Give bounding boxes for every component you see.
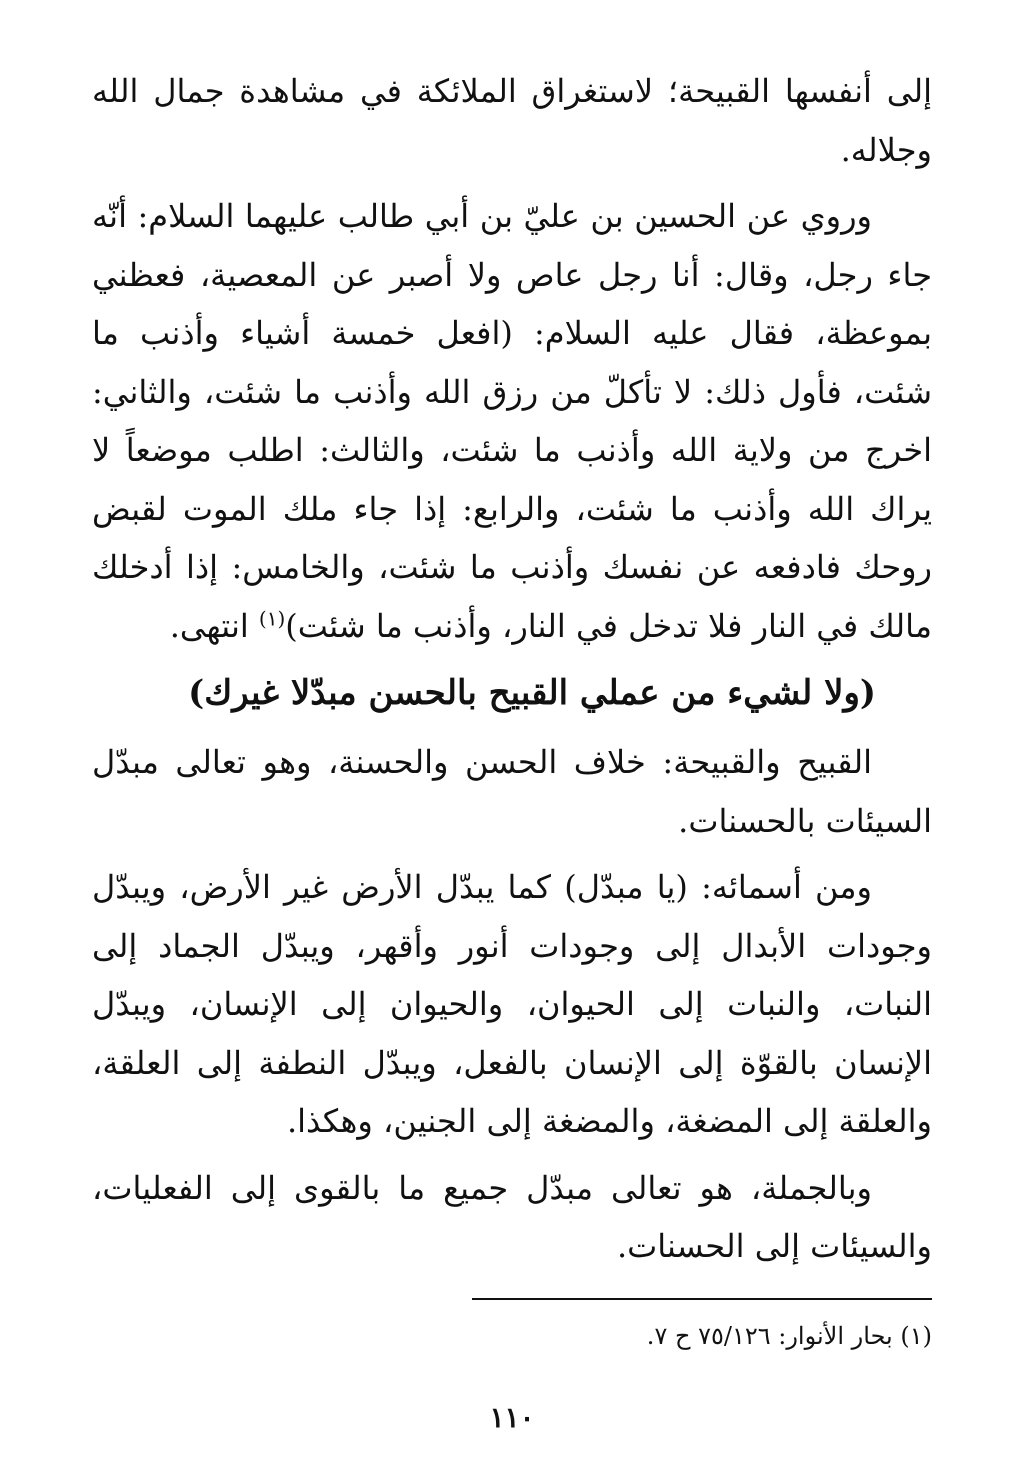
- paragraph-names: ومن أسمائه: (يا مبدّل) كما يبدّل الأرض غير الأرض، ويبدّل وجودات الأبدال إلى وجودات أنور وأقهر، ويبدّل الجماد إلى النبات، والنبات إلى الحيوان، والحيوان إلى الإنسان، ويبدّل الإنسان بالقوّة إلى الإنسان بالفعل، ويبدّل النطفة إلى العلقة، والعلقة إلى المضغة، والمضغة إلى الجنين، وهكذا.: [92, 868, 932, 1140]
- hadith-ending: انتهى.: [169, 606, 249, 645]
- footnote: (١) بحار الأنوار: ٧٥/١٢٦ ح ٧.: [646, 1322, 932, 1350]
- paragraph-definition: القبيح والقبيحة: خلاف الحسن والحسنة، وهو تعالى مبدّل السيئات بالحسنات.: [92, 743, 932, 840]
- footnote-divider: [472, 1298, 932, 1300]
- document-page: [92, 62, 932, 1452]
- page-number: ١١٠: [489, 1401, 535, 1434]
- section-heading: (ولا لشيء من عملي القبيح بالحسن مبدّلا غيرك): [188, 673, 876, 713]
- paragraph-hadith: [92, 187, 932, 655]
- hadith-text: وروي عن الحسين بن عليّ بن أبي طالب عليهما السلام: أنّه جاء رجل، وقال: أنا رجل عاص ولا أصبر عن المعصية، فعظني بموعظة، فقال عليه السلام: (افعل خمسة أشياء وأذنب ما شئت، فأول ذلك: لا تأكلّ من رزق الله وأذنب ما شئت، والثاني: اخرج من ولاية الله وأذنب ما شئت، والثالث: اطلب موضعاً لا يراك الله وأذنب ما شئت، والرابع: إذا جاء ملك الموت لقبض روحك فادفعه عن نفسك وأذنب ما شئت، والخامس: إذا أدخلك مالك في النار فلا تدخل في النار، وأذنب ما شئت): [92, 197, 933, 645]
- paragraph-continuation: إلى أنفسها القبيحة؛ لاستغراق الملائكة في مشاهدة جمال الله وجلاله.: [92, 72, 932, 169]
- paragraph-summary: وبالجملة، هو تعالى مبدّل جميع ما بالقوى إلى الفعليات، والسيئات إلى الحسنات.: [92, 1168, 932, 1265]
- footnote-reference[interactable]: (١): [258, 605, 286, 630]
